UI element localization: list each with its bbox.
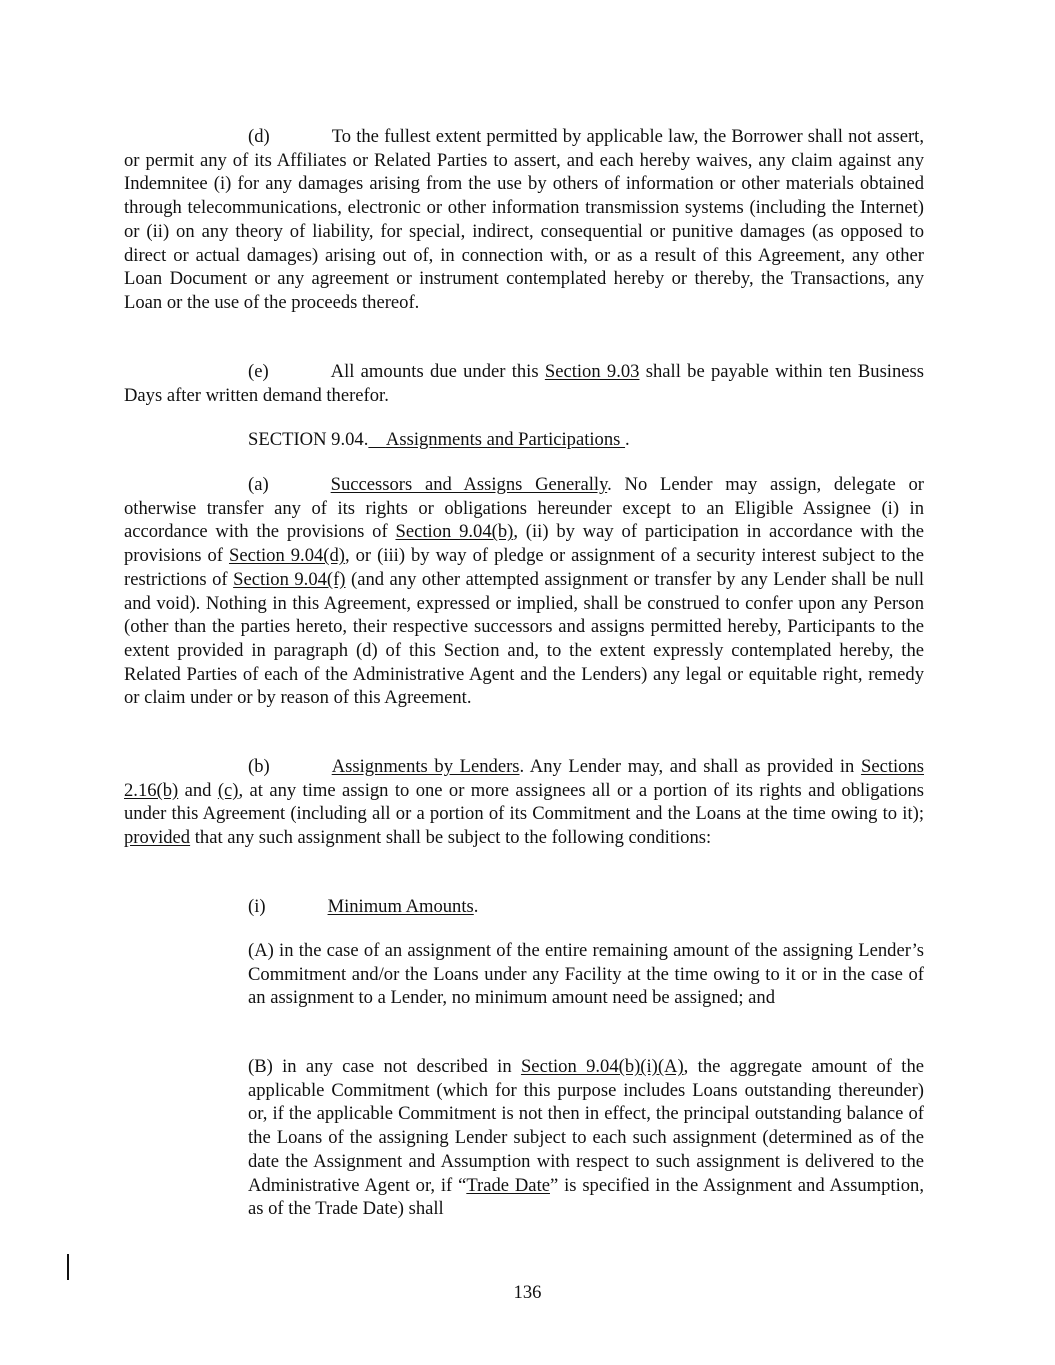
section-reference: Section 9.03: [544, 361, 640, 382]
section-title: Assignments and Participations: [385, 429, 626, 450]
section-number: SECTION 9.04.: [248, 429, 369, 450]
section-heading: SECTION 9.04. Assignments and Participations .: [248, 429, 630, 450]
paragraph-label: (d): [248, 126, 270, 147]
paragraph-a: (a) Successors and Assigns Generally. No Lender may assign, delegate or otherwise transfer any of its rights or obligations hereunder except to an Eligible Assignee (i) in accordance with the provisions of Section 9.04(b), (ii) by way of participation in accordance with the provisions of Section 9.04(d), or (iii) by way of pledge or assignment of a security interest subject to the restrictions of Section 9.04(f) (and any other attempted assignment or transfer by any Lender shall be null and void). Nothing in this Agreement, expressed or implied, shall be construed to confer upon any Person (other than the parties hereto, their respective successors and assigns permitted hereby, Participants to the extent provided in paragraph (d) of this Section and, to the extent expressly contemplated hereby, the Related Parties of each of the Administrative Agent and the Lenders) any legal or equitable right, remedy or claim under or by reason of this Agreement.: [124, 474, 925, 709]
paragraph-B: (B) in any case not described in Section 9.04(b)(i)(A), the aggregate amount of the applicable Commitment (which for this purpose includes Loans outstanding thereunder) or, if the applicable Commitment is not then in effect, the principal outstanding balance of the Loans of the assigning Lender subject to each such assignment (determined as of the date the Assignment and Assumption with respect to such assignment is delivered to the Administrative Agent or, if “Trade Date” is specified in the Assignment and Assumption, as of the Trade Date) shall: [248, 1056, 924, 1220]
section-reference: Section 9.04(d): [228, 545, 345, 567]
paragraph-label: (b): [248, 756, 270, 777]
defined-term: provided: [124, 827, 191, 849]
section-reference: Section 9.04(b): [395, 521, 514, 543]
revision-change-bar: [67, 1254, 69, 1280]
paragraph-d: [124, 125, 924, 315]
section-reference: Section 9.04(f): [233, 568, 346, 590]
paragraph-e: (e) All amounts due under this Section 9.03 shall be payable within ten Business Days after written demand therefor.: [124, 361, 924, 406]
paragraph-caption: Minimum Amounts: [327, 896, 474, 917]
defined-term: Trade Date: [466, 1174, 550, 1196]
paragraph-text: (A) in the case of an assignment of the entire remaining amount of the assigning Lender’s Commitment and/or the Loans under any Facility at the time owing to it or in the case of an assignment to a Lender, no minimum amount need be assigned; and: [248, 940, 924, 1009]
paragraph-label: (e): [248, 361, 269, 382]
section-reference: Sections 2.16(b): [124, 756, 924, 801]
paragraph-label: (i): [248, 896, 266, 917]
paragraph-i: (i) Minimum Amounts.: [248, 896, 479, 917]
page-number: 136: [513, 1282, 542, 1303]
paragraph-label: (a): [248, 474, 269, 495]
paragraph-caption: Assignments by Lenders: [331, 756, 520, 777]
section-reference: (c): [217, 779, 239, 801]
paragraph-b: (b) Assignments by Lenders. Any Lender may, and shall as provided in Sections 2.16(b) and (c), at any time assign to one or more assignees all or a portion of its rights and obligations under this Agreement (including all or a portion of its Commitment and the Loans at the time owing to it); provided that any such assignment shall be subject to the following conditions:: [124, 756, 924, 849]
paragraph-text: To the fullest extent permitted by applicable law, the Borrower shall not assert, or permit any of its Affiliates or Related Parties to assert, and each hereby waives, any claim against any Indemnitee (i) for any damages arising from the use by others of information or other materials obtained through telecommunications, electronic or other information transmission systems (including the Internet) or (ii) on any theory of liability, for special, indirect, consequential or punitive damages (as opposed to direct or actual damages) arising out of, in connection with, or as a result of this Agreement, any other Loan Document or any agreement or instrument contemplated hereby or thereby, the Transactions, any Loan or the use of the proceeds thereof.: [124, 126, 924, 313]
section-reference: Section 9.04(b)(i)(A): [520, 1056, 684, 1077]
paragraph-caption: Successors and Assigns Generally: [330, 474, 608, 495]
paragraph-A: [248, 939, 924, 1010]
